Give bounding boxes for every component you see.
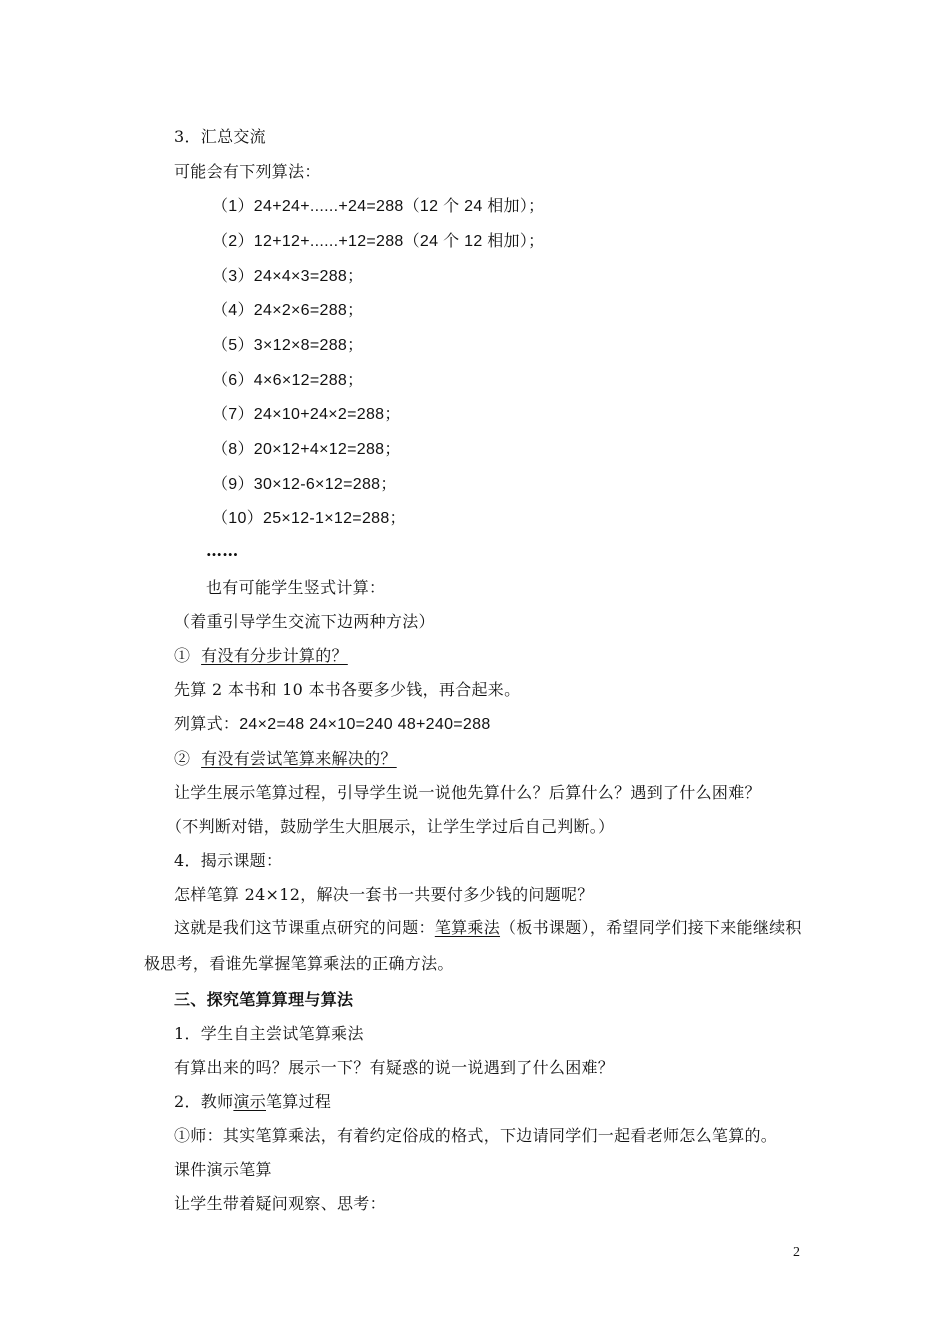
section-3-title: 3．汇总交流 (174, 127, 266, 146)
question-2-mark: ② (174, 749, 191, 768)
sub-step-1-question: 有算出来的吗？展示一下？有疑惑的说一说遇到了什么困难？ (174, 1058, 615, 1077)
method-1: （1）24+24+......+24=288（12 个 24 相加）； (212, 198, 545, 215)
no-judge-note: （不判断对错，鼓励学生大胆展示，让学生学过后自己判断。） (166, 817, 615, 836)
method-3: （3）24×4×3=288； (212, 268, 364, 285)
question-2-text: 有没有尝试笔算来解决的？ (201, 749, 397, 768)
ellipsis: …… (206, 541, 239, 560)
method-8: （8）20×12+4×12=288； (212, 441, 401, 458)
sub-step-2-pre: 2．教师 (174, 1092, 234, 1111)
vertical-calc-note: 也有可能学生竖式计算： (206, 578, 386, 597)
method-6: （6）4×6×12=288； (212, 372, 364, 389)
method-5: （5）3×12×8=288； (212, 337, 364, 354)
method-4: （4）24×2×6=288； (212, 302, 364, 319)
topic-paragraph (144, 910, 808, 982)
section-three-heading: 三、探究笔算算理与算法 (174, 990, 354, 1009)
method-7: （7）24×10+24×2=288； (212, 406, 401, 423)
first-calc-line: 先算 2 本书和 10 本书各要多少钱，再合起来。 (174, 680, 521, 699)
sub-step-2-post: 笔算过程 (266, 1092, 332, 1111)
teacher-line: ①师：其实笔算乘法，有着约定俗成的格式，下边请同学们一起看老师怎么笔算的。 (174, 1126, 778, 1145)
how-question: 怎样笔算 24×12，解决一套书一共要付多少钱的问题呢？ (174, 885, 594, 904)
method-2: （2）12+12+......+12=288（24 个 12 相加）； (212, 233, 545, 250)
topic-name: 笔算乘法 (434, 918, 501, 937)
focus-note: （着重引导学生交流下边两种方法） (174, 612, 435, 631)
sub-step-1: 1．学生自主尝试笔算乘法 (174, 1024, 364, 1043)
possible-methods-intro: 可能会有下列算法： (174, 162, 321, 181)
observe-line: 让学生带着疑问观察、思考： (174, 1194, 386, 1213)
sub-step-2-demo: 演示 (233, 1092, 266, 1111)
sub-step-2 (174, 1091, 331, 1113)
courseware-line: 课件演示笔算 (174, 1160, 272, 1179)
question-1 (174, 645, 348, 667)
method-10: （10）25×12-1×12=288； (212, 510, 406, 527)
question-1-text: 有没有分步计算的？ (201, 646, 348, 665)
page-number: 2 (793, 1245, 800, 1260)
show-process-line: 让学生展示笔算过程，引导学生说一说他先算什么？后算什么？遇到了什么困难？ (174, 783, 761, 802)
topic-paragraph-post: （板书课题），希望同学们接下来能继续积极思考，看谁先掌握笔算乘法的正确方法。 (144, 918, 802, 973)
method-9: （9）30×12-6×12=288； (212, 476, 397, 493)
formula-line: 列算式：24×2=48 24×10=240 48+240=288 (174, 716, 491, 733)
section-4-title: 4．揭示课题： (174, 851, 283, 870)
question-2 (174, 748, 397, 770)
topic-paragraph-pre: 这就是我们这节课重点研究的问题： (174, 918, 435, 937)
question-1-mark: ① (174, 646, 191, 665)
